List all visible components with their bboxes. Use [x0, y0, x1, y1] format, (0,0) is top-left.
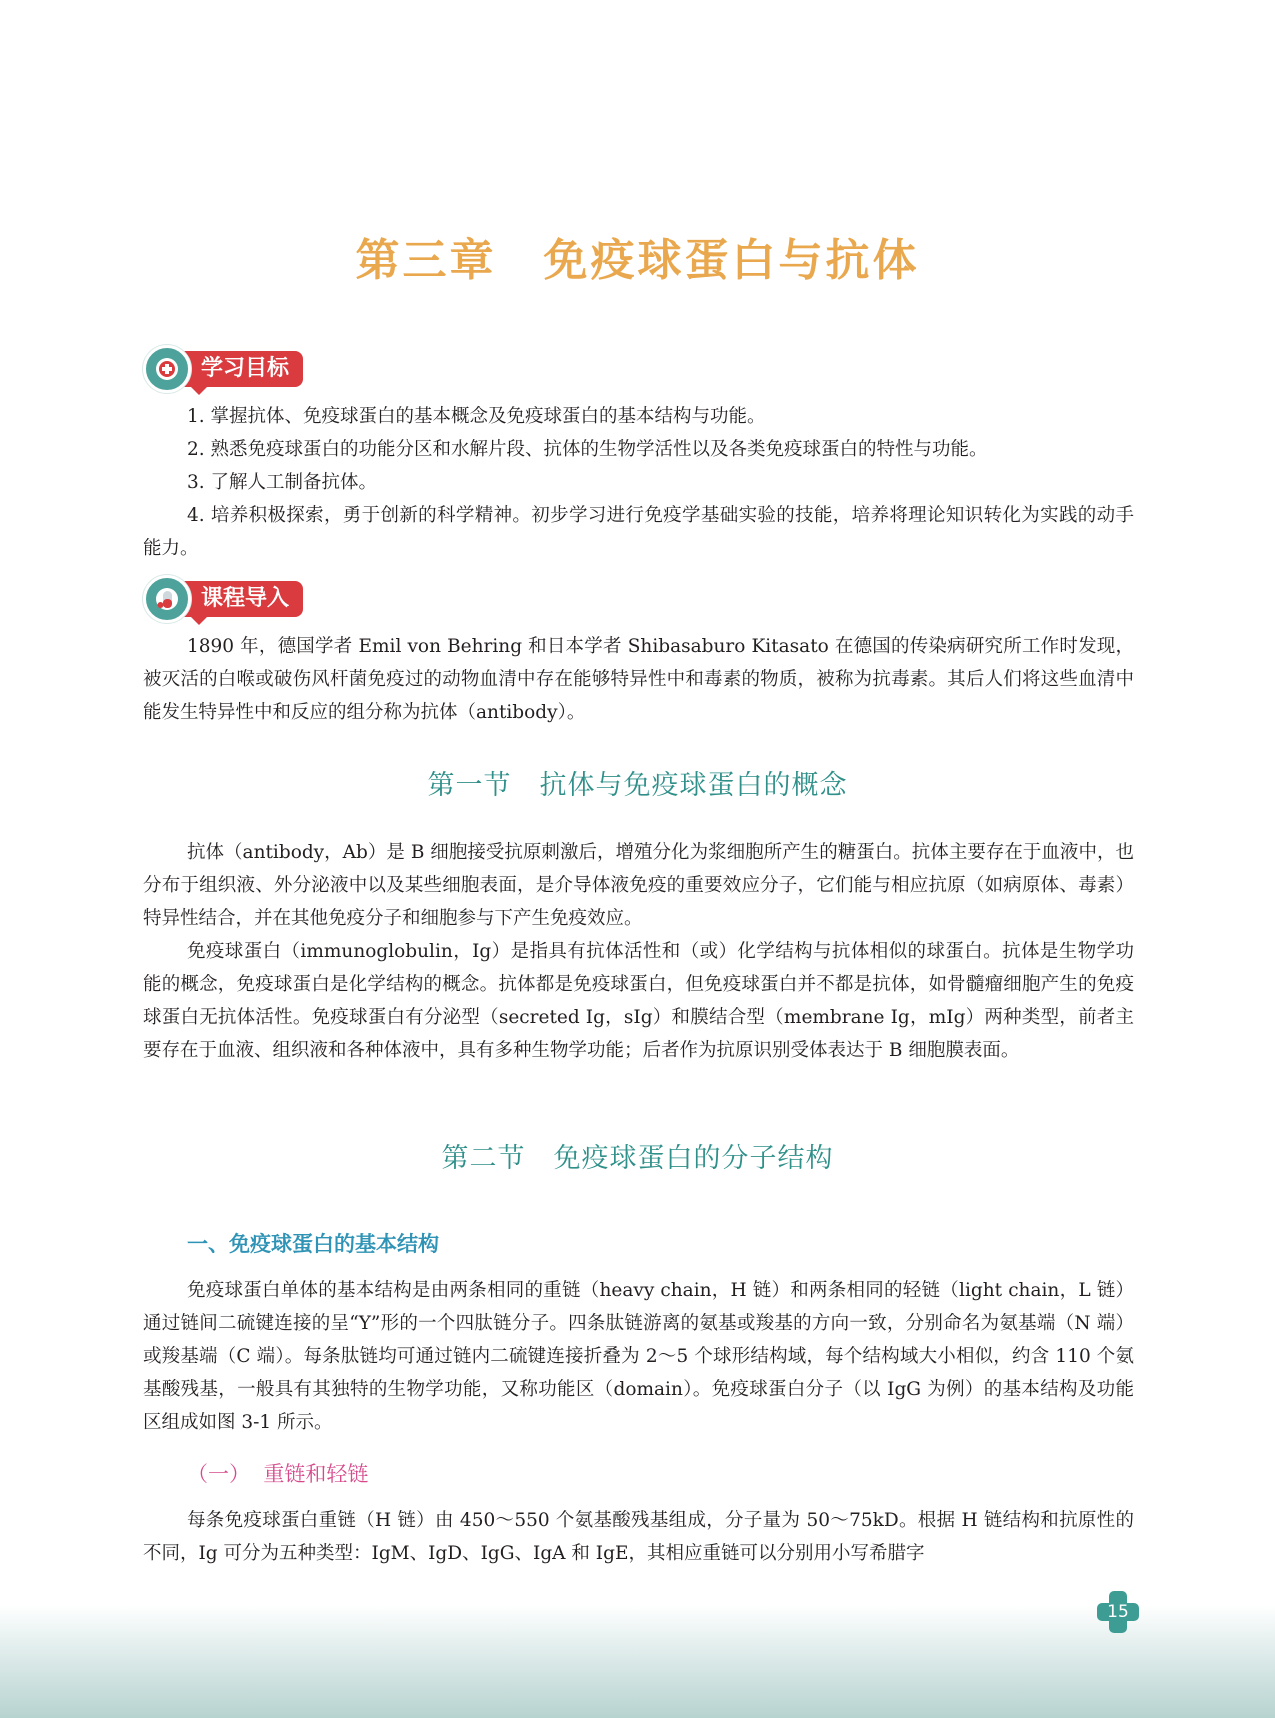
objective-item: 3. 了解人工制备抗体。 — [187, 472, 378, 493]
subsection-title: 一、免疫球蛋白的基本结构 — [187, 1232, 439, 1256]
body-paragraph: 免疫球蛋白单体的基本结构是由两条相同的重链（heavy chain，H 链）和两条相同的轻链（light chain，L 链）通过链间二硫键连接的呈“Y”形的一个四肽链分子。四条肽链游离的氨基或羧基的方向一致，分别命名为氨基端（N 端）或羧基端（C 端）。每条肽链均可通过链内二硫键连接折叠为 2～5 个球形结构域，每个结构域大小相似，约含 110 个氨基酸残基，一般具有其独特的生物学功能，又称功能区（domain）。免疫球蛋白分子（以 IgG 为例）的基本结构及功能区组成如图 3-1 所示。 — [143, 1280, 1134, 1433]
subsubsection-title: （一） 重链和轻链 — [187, 1462, 369, 1486]
body-paragraph: 免疫球蛋白（immunoglobulin，Ig）是指具有抗体活性和（或）化学结构与抗体相似的球蛋白。抗体是生物学功能的概念，免疫球蛋白是化学结构的概念。抗体都是免疫球蛋白，但免疫球蛋白并不都是抗体，如骨髓瘤细胞产生的免疫球蛋白无抗体活性。免疫球蛋白有分泌型（secreted Ig，sIg）和膜结合型（membrane Ig，mIg）两种类型，前者主要存在于血液、组织液和各种体液中，具有多种生物学功能；后者作为抗原识别受体表达于 B 细胞膜表面。 — [143, 941, 1134, 1061]
intro-label — [143, 579, 303, 619]
objective-item: 2. 熟悉免疫球蛋白的功能分区和水解片段、抗体的生物学活性以及各类免疫球蛋白的特性与功能。 — [187, 439, 988, 460]
objective-item: 1. 掌握抗体、免疫球蛋白的基本概念及免疫球蛋白的基本结构与功能。 — [187, 406, 766, 427]
body-paragraph: 抗体（antibody，Ab）是 B 细胞接受抗原刺激后，增殖分化为浆细胞所产生的糖蛋白。抗体主要存在于血液中，也分布于组织液、外分泌液中以及某些细胞表面，是介导体液免疫的重要效应分子，它们能与相应抗原（如病原体、毒素）特异性结合，并在其他免疫分子和细胞参与下产生免疫效应。 — [143, 842, 1134, 929]
intro-paragraph: 1890 年，德国学者 Emil von Behring 和日本学者 Shibasaburo Kitasato 在德国的传染病研究所工作时发现，被灭活的白喉或破伤风杆菌免疫过的动物血清中存在能够特异性中和毒素的物质，被称为抗毒素。其后人们将这些血清中能发生特异性中和反应的组分称为抗体（antibody）。 — [143, 636, 1134, 723]
chapter-title: 第三章 免疫球蛋白与抗体 — [355, 235, 920, 286]
objectives-tag: 学习目标 — [177, 351, 303, 387]
section-title: 第一节 抗体与免疫球蛋白的概念 — [427, 770, 848, 801]
intro-tag: 课程导入 — [177, 581, 303, 617]
page-number-badge — [1097, 1591, 1139, 1633]
body-paragraph: 每条免疫球蛋白重链（H 链）由 450～550 个氨基酸残基组成，分子量为 50～75kD。根据 H 链结构和抗原性的不同，Ig 可分为五种类型：IgM、IgD、IgG、IgA 和 IgE，其相应重链可以分别用小写希腊字 — [143, 1510, 1134, 1564]
objectives-label — [143, 349, 303, 389]
objective-item: 4. 培养积极探索，勇于创新的科学精神。初步学习进行免疫学基础实验的技能，培养将理论知识转化为实践的动手能力。 — [143, 505, 1134, 559]
section-title: 第二节 免疫球蛋白的分子结构 — [441, 1143, 834, 1174]
pill-icon — [143, 575, 191, 623]
footer-gradient-band — [0, 1605, 1275, 1718]
first-aid-icon — [143, 345, 191, 393]
page-number: 15 — [1107, 1602, 1129, 1622]
